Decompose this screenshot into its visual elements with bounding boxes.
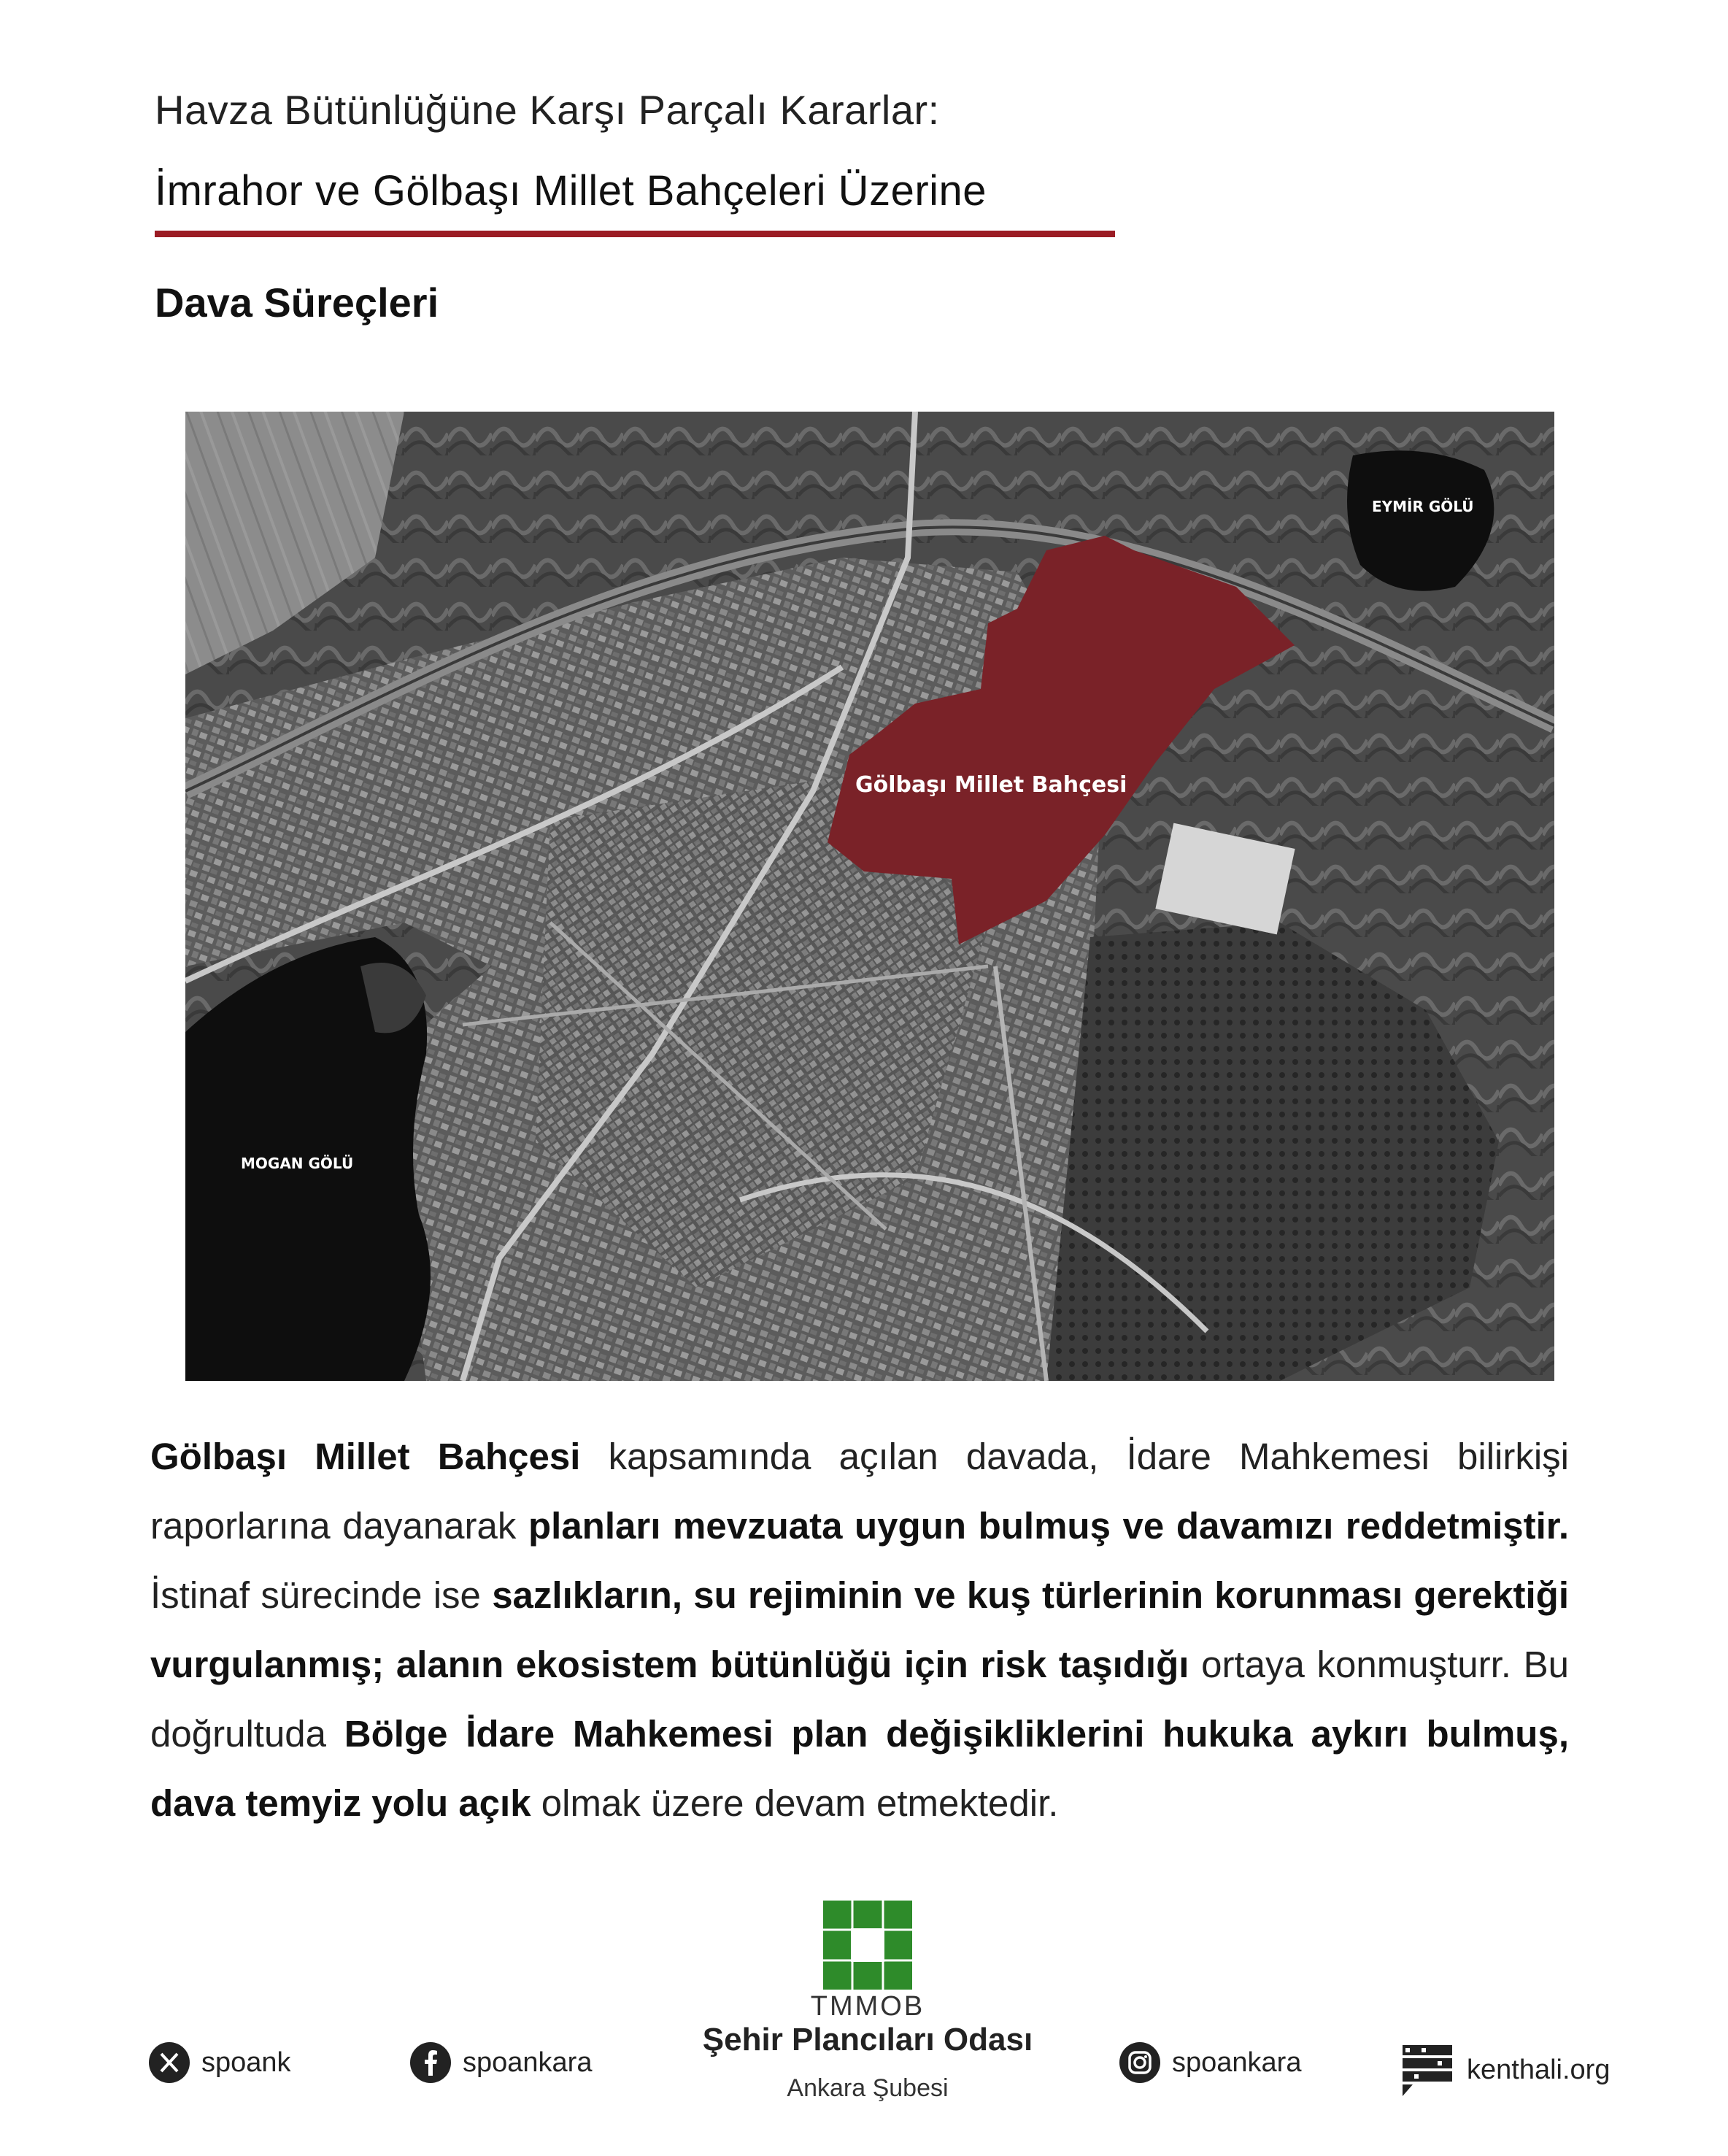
section-heading: Dava Süreçleri bbox=[155, 280, 439, 326]
body-bold-4: Bölge İdare Mahkemesi plan değişikliklerini hukuka aykırı bulmuş, dava temyiz yolu açık bbox=[150, 1713, 1569, 1824]
social-kenthali[interactable] bbox=[1400, 2042, 1610, 2098]
social-handle[interactable]: spoank bbox=[201, 2047, 291, 2078]
org-name: Şehir Plancıları Odası bbox=[702, 2022, 1033, 2057]
kenthali-icon bbox=[1400, 2042, 1455, 2098]
body-text-3: ortaya konmuşturr. Bu doğrultuda bbox=[150, 1644, 1569, 1755]
subtitle: Havza Bütünlüğüne Karşı Parçalı Kararlar: bbox=[155, 87, 940, 133]
org-branch: Ankara Şubesi bbox=[787, 2074, 949, 2102]
social-handle[interactable]: spoankara bbox=[1172, 2047, 1302, 2078]
x-icon bbox=[149, 2042, 190, 2083]
title-underline bbox=[155, 231, 1115, 237]
body-bold-3: sazlıkların, su rejiminin ve kuş türlerinin korunması gerektiği vurgulanmış; alanın ekosistem bütünlüğü için risk taşıdığı bbox=[150, 1574, 1569, 1685]
body-text-4: olmak üzere devam etmektedir. bbox=[531, 1782, 1059, 1824]
map-label-park: Gölbaşı Millet Bahçesi bbox=[855, 772, 1127, 798]
body-text-1: kapsamında açılan davada, İdare Mahkemesi bilirkişi raporlarına dayanarak bbox=[150, 1436, 1569, 1547]
social-handle[interactable]: kenthali.org bbox=[1467, 2054, 1611, 2085]
satellite-map bbox=[185, 412, 1554, 1381]
spo-logo-icon bbox=[823, 1901, 912, 1990]
social-handle[interactable]: spoankara bbox=[463, 2047, 593, 2078]
social-instagram[interactable] bbox=[1119, 2042, 1301, 2083]
facebook-icon bbox=[410, 2042, 451, 2083]
social-x[interactable] bbox=[149, 2042, 291, 2083]
social-facebook[interactable] bbox=[410, 2042, 592, 2083]
map-label-eymir: EYMİR GÖLÜ bbox=[1372, 498, 1474, 515]
body-text-2: İstinaf sürecinde ise bbox=[150, 1574, 493, 1616]
body-paragraph bbox=[150, 1422, 1569, 1838]
map-label-mogan: MOGAN GÖLÜ bbox=[241, 1155, 354, 1172]
body-bold-2: planları mevzuata uygun bulmuş ve davamızı reddetmiştir. bbox=[528, 1505, 1569, 1547]
instagram-icon bbox=[1119, 2042, 1160, 2083]
page-title: İmrahor ve Gölbaşı Millet Bahçeleri Üzerine bbox=[155, 167, 987, 215]
map-graphic bbox=[185, 412, 1554, 1381]
org-parent: TMMOB bbox=[810, 1991, 925, 2022]
body-bold-1: Gölbaşı Millet Bahçesi bbox=[150, 1436, 581, 1477]
